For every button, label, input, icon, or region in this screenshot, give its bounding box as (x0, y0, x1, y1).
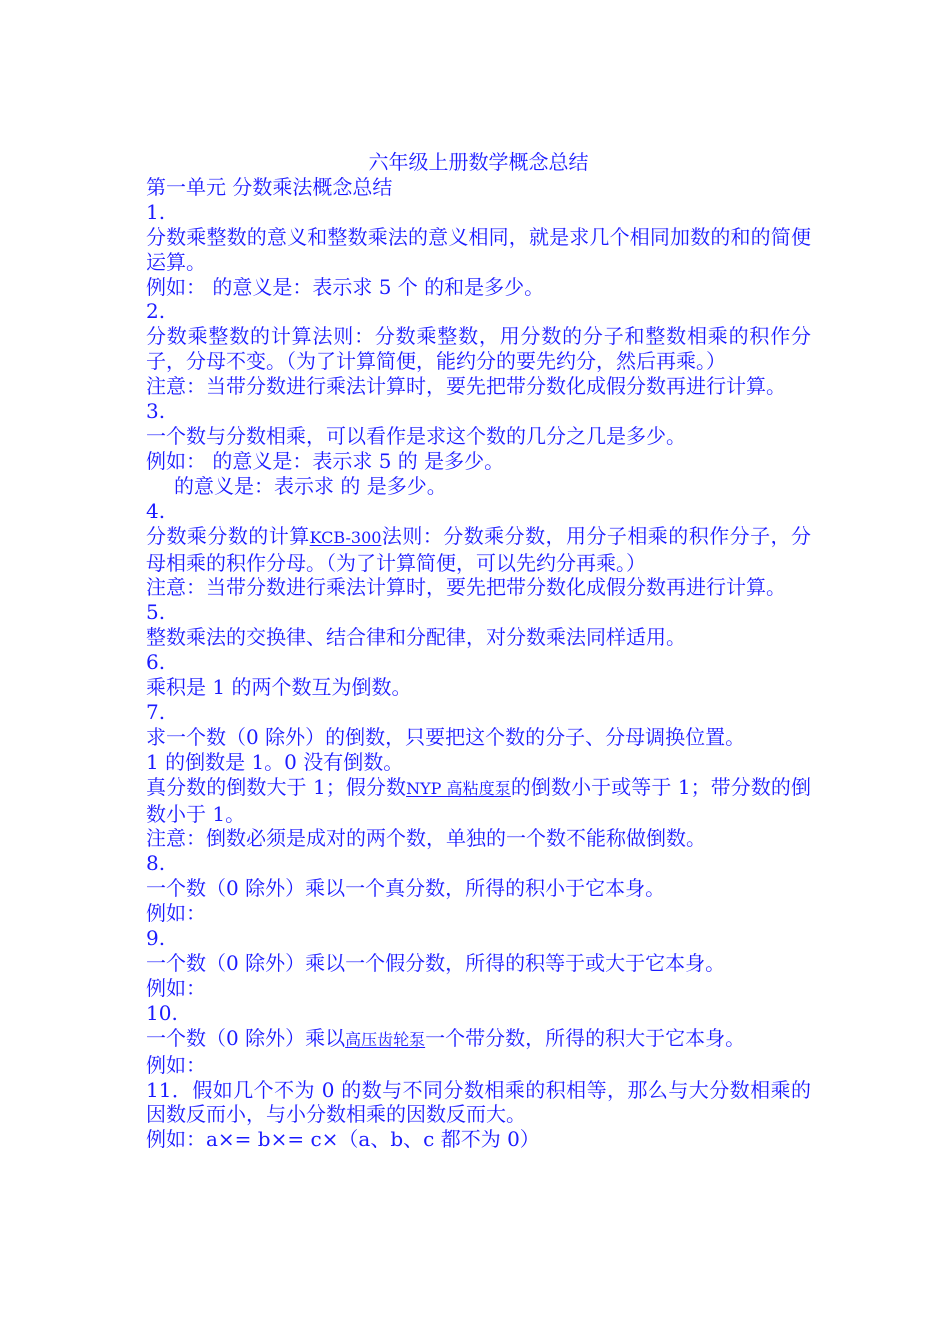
concept-text (146, 1026, 811, 1053)
item-number: 10. (146, 1000, 178, 1025)
item-number: 8. (146, 851, 166, 876)
example-text: 例如： (146, 901, 206, 926)
example-text: 的意义是：表示求 的 是多少。 (174, 473, 447, 498)
kcb-300-link[interactable]: KCB-300 (309, 527, 382, 547)
note-text: 注意：当带分数进行乘法计算时，要先把带分数化成假分数再进行计算。 (146, 575, 786, 600)
concept-text-part: 一个数（0 除外）乘以 (146, 1025, 346, 1050)
item-number: 1. (146, 199, 166, 224)
concept-text: 乘积是 1 的两个数互为倒数。 (146, 675, 412, 700)
example-text: 例如： (146, 1052, 206, 1077)
item-number: 4. (146, 498, 166, 523)
example-text: 例如： 的意义是：表示求 5 个 的和是多少。 (146, 274, 545, 299)
item-number: 3. (146, 399, 166, 424)
concept-text-part: 一个带分数，所得的积大于它本身。 (425, 1025, 746, 1050)
concept-text (146, 524, 811, 576)
item-number: 5. (146, 600, 166, 625)
example-text: 例如： (146, 975, 206, 1000)
concept-text: 整数乘法的交换律、结合律和分配律，对分数乘法同样适用。 (146, 625, 686, 650)
document-title: 六年级上册数学概念总结 (368, 150, 589, 174)
example-text: 例如： 的意义是：表示求 5 的 是多少。 (146, 448, 505, 473)
concept-text: 求一个数（0 除外）的倒数，只要把这个数的分子、分母调换位置。 (146, 724, 746, 749)
concept-text-part: 的倒数小于或等于 1；带分数的倒数小于 1。 (146, 774, 811, 826)
concept-text: 一个数（0 除外）乘以一个真分数，所得的积小于它本身。 (146, 876, 666, 901)
concept-text-part: 分数乘分数的计算 (146, 523, 310, 548)
concept-text: 分数乘整数的意义和整数乘法的意义相同，就是求几个相同加数的和的简便运算。 (146, 224, 811, 274)
concept-text: 一个数与分数相乘，可以看作是求这个数的几分之几是多少。 (146, 423, 686, 448)
document-page (146, 150, 811, 1152)
note-text: 注意：倒数必须是成对的两个数，单独的一个数不能称做倒数。 (146, 826, 706, 851)
concept-text: 11．假如几个不为 0 的数与不同分数相乘的积相等，那么与大分数相乘的因数反而小，与小分数相乘的因数反而大。 (146, 1077, 811, 1127)
concept-text-part: 法则：分数乘分数，用分子相乘的积作分子，分母相乘的积作分母。（为了计算简便，可以先约分再乘。） (146, 523, 812, 575)
item-number: 6. (146, 650, 166, 675)
concept-text: 一个数（0 除外）乘以一个假分数，所得的积等于或大于它本身。 (146, 951, 726, 975)
note-text: 注意：当带分数进行乘法计算时，要先把带分数化成假分数再进行计算。 (146, 374, 786, 399)
item-number: 2. (146, 299, 166, 324)
example-text: 例如：a×= b×= c×（a、b、c 都不为 0） (146, 1127, 540, 1152)
concept-text-part: 真分数的倒数大于 1；假分数 (146, 774, 407, 799)
concept-text: 分数乘整数的计算法则：分数乘整数，用分数的分子和整数相乘的积作分子，分母不变。（为了计算简便，能约分的要先约分，然后再乘。） (146, 324, 811, 374)
gear-pump-link[interactable]: 高压齿轮泵 (345, 1029, 426, 1049)
item-number: 7. (146, 699, 166, 724)
concept-text (146, 775, 811, 827)
concept-text: 1 的倒数是 1。0 没有倒数。 (146, 749, 404, 774)
item-number: 9. (146, 926, 166, 951)
nyp-pump-link[interactable]: NYP 高粘度泵 (406, 778, 511, 798)
unit-heading: 第一单元 分数乘法概念总结 (146, 174, 393, 199)
